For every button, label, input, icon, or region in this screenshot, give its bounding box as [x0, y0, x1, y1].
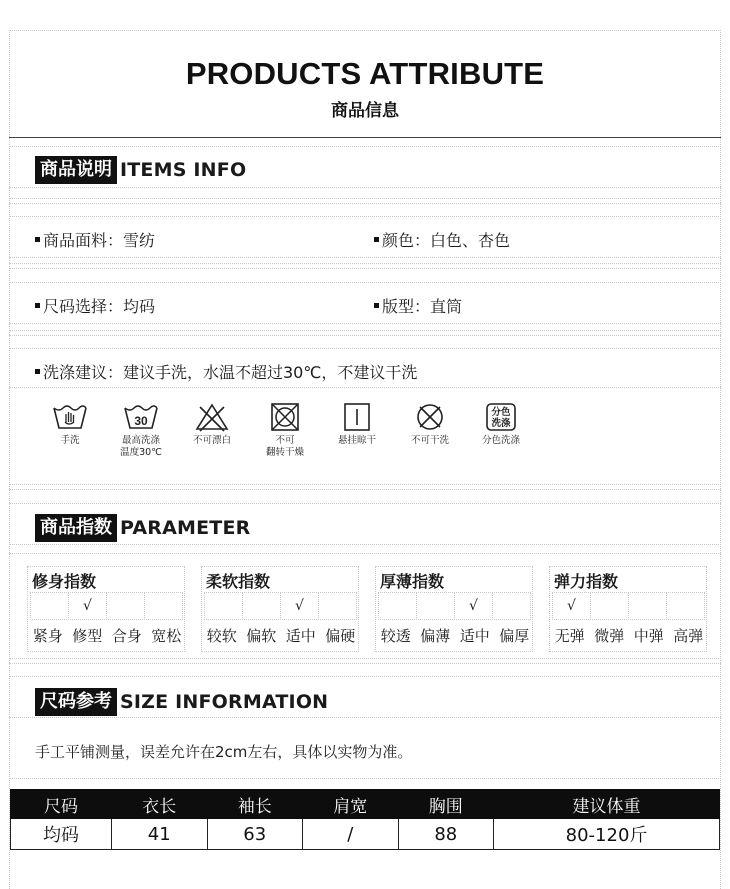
index-title: 厚薄指数: [380, 572, 445, 591]
items-info-heading-en: ITEMS INFO: [120, 159, 247, 181]
index-option: 较软: [206, 627, 237, 645]
line-dry-icon: [331, 402, 383, 447]
wash-label: 分色洗涤: [481, 435, 520, 446]
size-cell: 41: [111, 819, 207, 850]
index-cell: [416, 592, 455, 620]
index-cell: [378, 592, 417, 620]
size-note: 手工平铺测量，误差允许在2cm左右，具体以实物为准。: [35, 743, 413, 761]
divider: [9, 489, 721, 490]
no-dry-clean-icon: [404, 402, 456, 447]
size-cell: /: [303, 819, 399, 850]
slim-index: [27, 566, 185, 652]
index-option: 微弹: [594, 627, 625, 645]
color-attr: [374, 228, 510, 251]
index-cell: [204, 592, 243, 620]
index-option: 合身: [111, 627, 142, 645]
index-title: 修身指数: [32, 572, 97, 591]
index-cell-checked: √: [552, 592, 591, 620]
bullet-icon: [374, 237, 379, 242]
index-title: 弹力指数: [554, 572, 619, 591]
elasticity-index: [549, 566, 707, 652]
index-cell: [628, 592, 667, 620]
wash-label: 不可漂白: [192, 435, 231, 446]
divider: [9, 203, 721, 204]
svg-text:洗涤: 洗涤: [491, 418, 511, 429]
bullet-icon: [35, 303, 40, 308]
fabric-attr: [35, 228, 155, 251]
size-col-header: 胸围: [398, 790, 494, 819]
wash-label: 不可干洗: [410, 435, 449, 446]
index-option: 修型: [72, 627, 103, 645]
size-col-header: 尺码: [11, 790, 112, 819]
table-row: [11, 819, 720, 850]
bullet-icon: [374, 303, 379, 308]
index-option: 无弹: [554, 627, 585, 645]
fit-attr: [374, 294, 462, 317]
wash-label: 最高洗涤 温度30℃: [120, 435, 162, 458]
fabric-text: 商品面料：雪纺: [43, 231, 156, 250]
divider: [9, 778, 721, 779]
index-title: 柔软指数: [206, 572, 271, 591]
divider: [9, 263, 721, 264]
divider: [9, 335, 721, 336]
size-col-header: 袖长: [207, 790, 303, 819]
index-option: 宽松: [151, 627, 182, 645]
bullet-icon: [35, 369, 40, 374]
divider: [9, 484, 721, 485]
divider: [9, 658, 721, 659]
divider: [9, 198, 721, 199]
size-cell: 88: [398, 819, 494, 850]
size-choice-attr: [35, 294, 155, 317]
index-cell: [318, 592, 357, 620]
divider: [9, 553, 721, 554]
divider: [9, 663, 721, 664]
index-cell-checked: √: [68, 592, 107, 620]
wash-separately-icon: [475, 402, 527, 447]
size-info-heading-en: SIZE INFORMATION: [120, 691, 329, 713]
index-option: 偏薄: [420, 627, 451, 645]
size-choice-text: 尺码选择：均码: [43, 297, 156, 316]
wash-advice-text: 洗涤建议：建议手洗，水温不超过30℃，不建议干洗: [43, 363, 418, 382]
no-bleach-icon: [186, 402, 238, 447]
wash-label: 不可 翻转干燥: [265, 435, 304, 458]
index-option: 适中: [285, 627, 316, 645]
index-option: 较透: [380, 627, 411, 645]
size-table: [10, 789, 720, 850]
svg-text:30: 30: [134, 414, 148, 428]
parameter-heading-cn: 商品指数: [35, 514, 117, 542]
index-cell: [242, 592, 281, 620]
page-header: [9, 30, 721, 138]
size-cell: 80-120斤: [494, 819, 720, 850]
index-option: 适中: [459, 627, 490, 645]
divider: [9, 268, 721, 269]
size-info-heading: [35, 688, 328, 716]
index-option: 高弹: [673, 627, 704, 645]
index-option: 偏厚: [499, 627, 530, 645]
items-info-heading-cn: 商品说明: [35, 156, 117, 184]
size-info-heading-cn: 尺码参考: [35, 688, 117, 716]
no-tumble-dry-icon: [259, 402, 311, 459]
index-cell: [666, 592, 705, 620]
bullet-icon: [35, 237, 40, 242]
fit-text: 版型：直筒: [382, 297, 463, 316]
max-temp-30-icon: [115, 402, 167, 459]
svg-text:分色: 分色: [491, 407, 511, 418]
wash-advice-attr: [35, 360, 417, 383]
index-cell: [106, 592, 145, 620]
items-info-heading: [35, 156, 246, 184]
hand-wash-icon: [45, 402, 95, 447]
size-col-header: 衣长: [111, 790, 207, 819]
size-cell: 均码: [11, 819, 112, 850]
divider: [9, 330, 721, 331]
size-table-header: [11, 790, 720, 819]
index-option: 偏硬: [325, 627, 356, 645]
parameter-heading-en: PARAMETER: [120, 517, 251, 539]
page-subtitle: 商品信息: [331, 101, 399, 121]
index-cell: [492, 592, 531, 620]
wash-label: 手洗: [60, 435, 80, 446]
page-title: PRODUCTS ATTRIBUTE: [185, 56, 545, 91]
index-cell: [144, 592, 183, 620]
size-cell: 63: [207, 819, 303, 850]
thickness-index: [375, 566, 533, 652]
index-option: 紧身: [32, 627, 63, 645]
size-col-header: 建议体重: [494, 790, 720, 819]
softness-index: [201, 566, 359, 652]
size-col-header: 肩宽: [303, 790, 399, 819]
wash-label: 悬挂晾干: [337, 435, 376, 446]
index-option: 中弹: [633, 627, 664, 645]
index-cell-checked: √: [280, 592, 319, 620]
index-cell-checked: √: [454, 592, 493, 620]
index-option: 偏软: [246, 627, 277, 645]
parameter-heading: [35, 514, 250, 542]
index-cell: [590, 592, 629, 620]
color-text: 颜色：白色、杏色: [382, 231, 511, 250]
index-cell: [30, 592, 69, 620]
